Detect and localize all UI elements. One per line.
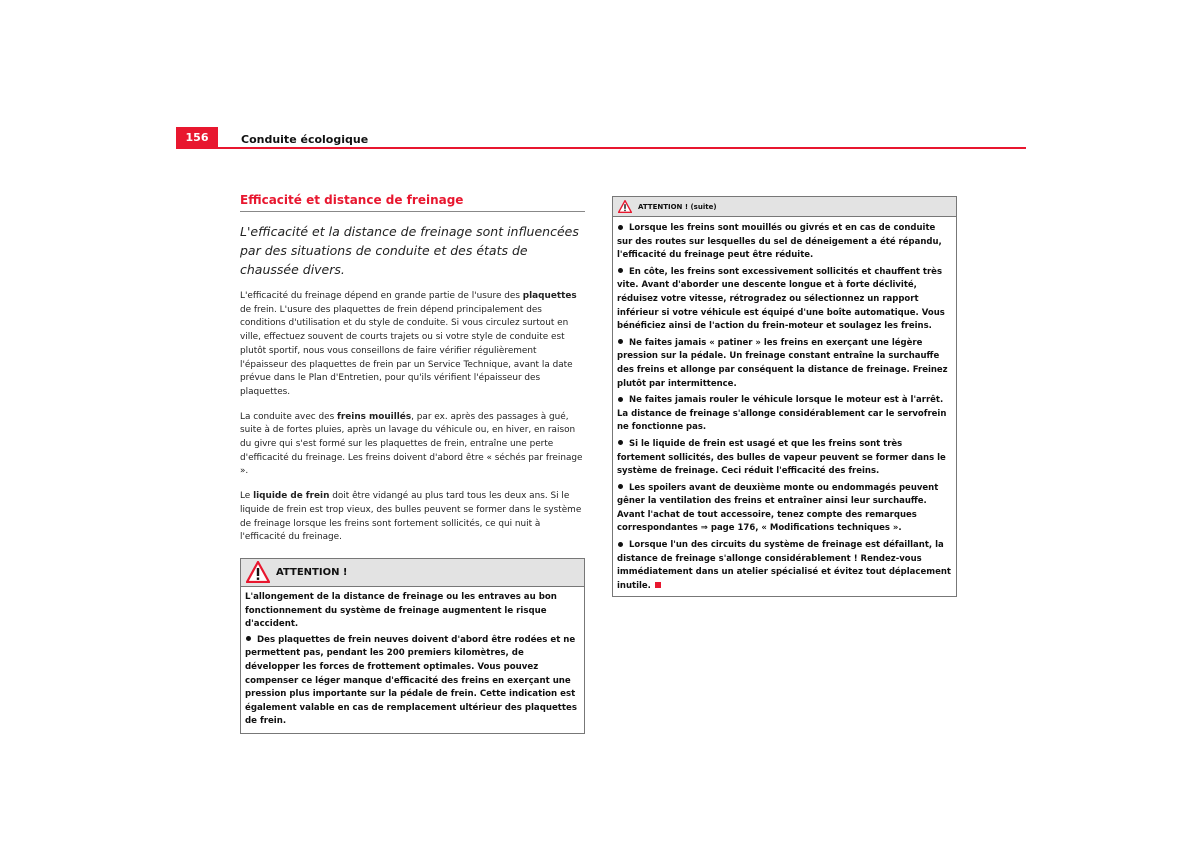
bullet-icon [618, 542, 623, 547]
warning-bullet-text: Ne faites jamais rouler le véhicule lorsque le moteur est à l'arrêt. La distance de freinage s'allonge considérablement car le servofrein ne fonctionne pas. [617, 395, 947, 433]
paragraph-text: , par ex. après des passages à gué, suite à de fortes pluies, après un lavage du véhicule ou, en hiver, en raison du givre qui s'est formé sur les plaquettes de frein, entraîne une perte d'efficacité du freinage. Les freins doivent d'abord être « séchés par freinage ». [240, 411, 583, 477]
page-number: 156 [176, 127, 218, 149]
warning-continued-title: ATTENTION ! (suite) [638, 202, 717, 211]
section-title: Conduite écologique [241, 133, 369, 146]
warning-triangle-icon [618, 200, 632, 213]
warning-title: ATTENTION ! [276, 566, 348, 578]
warning-bullet [617, 438, 952, 479]
bullet-icon [618, 397, 623, 402]
paragraph-text: doit être vidangé au plus tard tous les deux ans. Si le liquide de frein est trop vieux, des bulles peuvent se former dans le système de freinage lorsque les freins sont fortement sollicités, ce qui nuit à l'efficacité du freinage. [240, 491, 582, 543]
paragraph-text: La conduite avec des [240, 411, 338, 422]
warning-bullet-text: Lorsque les freins sont mouillés ou givrés et en cas de conduite sur des routes sur lesquelles du sel de déneigement a été répandu, l'efficacité du freinage peut être réduite. [617, 223, 942, 261]
paragraph-keyword: plaquettes [522, 291, 577, 301]
warning-box [240, 558, 585, 734]
warning-bullet [617, 222, 952, 263]
warning-bullet [617, 482, 952, 536]
paragraph-text: de frein. L'usure des plaquettes de frein dépend principalement des conditions d'utilisation et du style de conduite. Si vous circulez surtout en ville, effectuez souvent de courts trajets ou si votre style de conduite est plutôt sportif, nous vous conseillons de faire vérifier régulièrement l'épaisseur des plaquettes de frein par un Service Technique, avant la date prévue dans le Plan d'Entretien, pour qu'ils vérifient l'épaisseur des plaquettes. [240, 304, 573, 397]
warning-bullet [617, 539, 952, 593]
bullet-icon [618, 440, 623, 445]
bullet-icon [618, 268, 623, 273]
header-rule [218, 147, 1026, 149]
end-of-section-icon [655, 582, 661, 588]
paragraph-keyword: liquide de frein [253, 491, 330, 502]
paragraph-liquide-frein [240, 490, 585, 545]
bullet-icon [618, 484, 623, 489]
warning-bullet-text: En côte, les freins sont excessivement sollicités et chauffent très vite. Avant d'aborder une descente longue et à forte déclivité, réduisez votre vitesse, rétrogradez ou sélectionnez un rapport inférieur si votre véhicule est équipé d'une boîte automatique. Vous bénéficiez ainsi de l'action du frein-moteur et soulagez les freins. [617, 266, 945, 332]
bullet-icon [618, 339, 623, 344]
warning-bullet-text[interactable]: Les spoilers avant de deuxième monte ou endommagés peuvent gêner la ventilation des freins et entraîner ainsi leur surchauffe. Avant l'achat de tout accessoire, tenez compte des remarques correspondantes ⇒ page 176, « Modifications techniques ». [617, 482, 939, 534]
page-header [0, 0, 1200, 160]
warning-continued-body [613, 217, 956, 596]
warning-bullet-text: Si le liquide de frein est usagé et que les freins sont très fortement sollicités, des bulles de vapeur peuvent se former dans le système de freinage. Ceci réduit l'efficacité des freins. [617, 438, 946, 477]
warning-lead: L'allongement de la distance de freinage ou les entraves au bon fonctionnement du système de freinage augmentent le risque d'accident. [245, 591, 557, 630]
bullet-icon [246, 636, 251, 641]
warning-bullet [617, 337, 952, 391]
section-heading: Efficacité et distance de freinage [240, 193, 585, 212]
warning-body [241, 587, 584, 733]
warning-continued-box [612, 196, 957, 597]
warning-bullet-text: Ne faites jamais « patiner » les freins en exerçant une légère pression sur la pédale. Un freinage constant entraîne la surchauffe des freins et allonge par conséquent la distance de freinage. Freinez plutôt par intermittence. [617, 337, 948, 389]
warning-bullet-text: Lorsque l'un des circuits du système de freinage est défaillant, la distance de freinage s'allonge considérablement ! Rendez-vous immédiatement dans un atelier spécialisé et évitez tout déplacement inutile. [617, 540, 951, 591]
warning-continued-header [613, 197, 956, 217]
warning-bullet [245, 634, 580, 729]
intro-text: L'efficacité et la distance de freinage sont influencées par des situations de conduite et des états de chaussée divers. [240, 224, 579, 277]
warning-bullet [617, 394, 952, 435]
paragraph-text: L'efficacité du freinage dépend en grande partie de l'usure des [240, 291, 523, 301]
paragraph-plaquettes [240, 290, 585, 400]
warning-bullet [617, 266, 952, 334]
left-column [240, 193, 585, 734]
warning-bullet-text: Des plaquettes de frein neuves doivent d'abord être rodées et ne permettent pas, pendant les 200 premiers kilomètres, de développer les forces de frottement optimales. Vous pouvez compenser ce léger manque d'efficacité des freins en exerçant une pression plus importante sur la pédale de frein. Cette indication est également valable en cas de remplacement ultérieur des plaquettes de frein. [245, 634, 577, 727]
paragraph-text: Le [240, 491, 254, 502]
bullet-icon [618, 225, 623, 230]
paragraph-freins-mouilles [240, 411, 585, 480]
warning-triangle-icon [246, 561, 270, 583]
warning-header [241, 559, 584, 587]
paragraph-keyword: freins mouillés [337, 411, 412, 422]
